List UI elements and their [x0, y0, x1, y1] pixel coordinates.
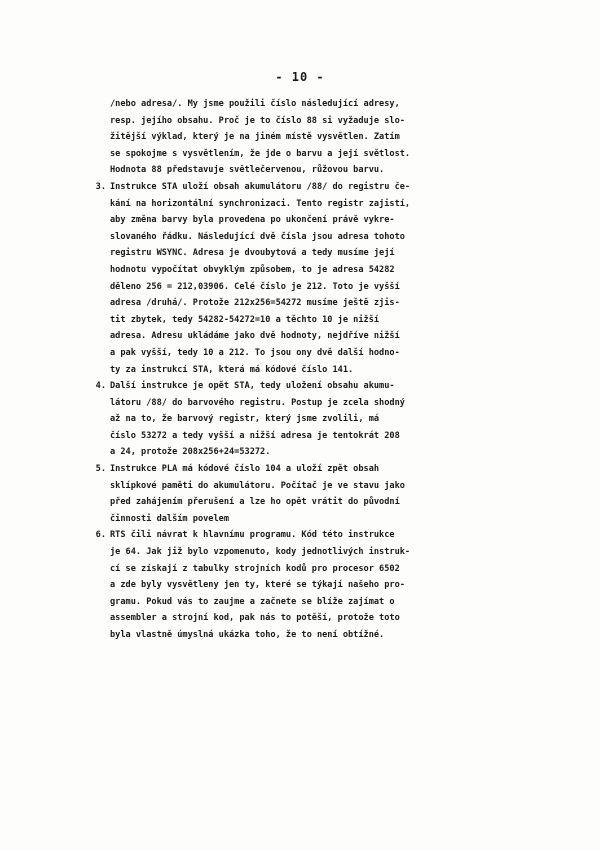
text-line	[110, 561, 550, 578]
list-marker: 5.	[95, 464, 106, 475]
text-line	[110, 146, 550, 163]
text-line	[110, 444, 550, 461]
line-text: cí se získají z tabulky strojních kodů pro procesor 6502	[110, 563, 400, 574]
line-text: adresa. Adresu ukládáme jako dvě hodnoty, nejdříve nižší	[110, 331, 400, 342]
line-text: tit zbytek, tedy 54282-54272=10 a těchto 10 je nižší	[110, 314, 380, 325]
line-text: a 24, protože 208x256+24=53272.	[110, 447, 271, 458]
text-line	[110, 511, 550, 528]
line-text: Další instrukce je opět STA, tedy uložení obsahu akumu-	[110, 381, 395, 392]
line-text: Instrukce PLA má kódové číslo 104 a uloží zpět obsah	[110, 464, 380, 475]
line-text: Hodnota 88 představuje světlečervenou, růžovou barvu.	[110, 165, 385, 176]
line-text: činnosti dalším povelem	[110, 513, 229, 524]
line-text: resp. jejího obsahu. Proč je to číslo 88 si vyžaduje slo-	[110, 115, 405, 126]
page-number: - 10 -	[275, 70, 325, 84]
line-text: RTS čili návrat k hlavnímu programu. Kód této instrukce	[110, 530, 395, 541]
text-line	[95, 461, 550, 478]
line-text: hodnotu vypočítat obvyklým způsobem, to je adresa 54282	[110, 264, 395, 275]
line-text: /nebo adresa/. My jsme použili číslo následující adresy,	[110, 99, 400, 109]
text-line	[110, 229, 550, 246]
list-marker: 3.	[95, 181, 106, 192]
line-text: číslo 53272 a tedy vyšší a nižší adresa je tentokrát 208	[110, 430, 400, 441]
text-line	[110, 312, 550, 329]
line-text: slovaného řádku. Následující dvě čísla jsou adresa tohoto	[110, 231, 405, 242]
line-text: žitější výklad, který je na jiném místě vysvětlen. Zatím	[110, 132, 400, 143]
text-line	[110, 262, 550, 279]
text-line	[110, 411, 550, 428]
line-text: a pak vyšší, tedy 10 a 212. To jsou ony dvě další hodno-	[110, 347, 400, 358]
text-line	[110, 577, 550, 594]
text-line	[110, 113, 550, 130]
line-text: kání na horizontální synchronizaci. Tento registr zajistí,	[110, 198, 411, 209]
text-line	[110, 478, 550, 495]
text-line	[95, 527, 550, 544]
text-line	[110, 345, 550, 362]
text-line	[110, 395, 550, 412]
text-line	[110, 594, 550, 611]
line-text: registru WSYNC. Adresa je dvoubytová a tedy musíme její	[110, 248, 395, 259]
line-text: děleno 256 = 212,03906. Celé číslo je 212. Toto je vyšší	[110, 281, 400, 292]
text-line	[110, 295, 550, 312]
text-line	[110, 212, 550, 229]
line-text: ty za instrukcí STA, která má kódové číslo 141.	[110, 364, 354, 375]
text-line	[110, 196, 550, 213]
text-line	[110, 544, 550, 561]
text-line	[110, 362, 550, 379]
line-text: před zahájením přerušení a lze ho opět vrátit do původní	[110, 497, 400, 508]
list-marker: 4.	[95, 381, 106, 392]
text-line	[110, 96, 550, 113]
text-line	[110, 494, 550, 511]
text-line	[95, 378, 550, 395]
line-text: je 64. Jak již bylo vzpomenuto, kody jednotlivých instruk-	[110, 547, 411, 558]
list-marker: 6.	[95, 530, 106, 541]
line-text: až na to, že barvový registr, který jsme zvolili, má	[110, 414, 380, 425]
line-text: adresa /druhá/. Protože 212x256=54272 musíme ještě zjis-	[110, 298, 400, 309]
text-line	[110, 627, 550, 644]
line-text: látoru /88/ do barvového registru. Postup je zcela shodný	[110, 397, 405, 408]
line-text: assembler a strojní kod, pak nás to potěší, protože toto	[110, 613, 400, 624]
text-line	[95, 179, 550, 196]
body-text	[95, 96, 550, 644]
line-text: gramu. Pokud vás to zaujme a začnete se blíže zajímat o	[110, 596, 395, 607]
line-text: aby změna barvy byla provedena po ukončení právě vykre-	[110, 215, 395, 226]
text-line	[110, 428, 550, 445]
line-text: sklípkové paměti do akumulátoru. Počítač je ve stavu jako	[110, 480, 405, 491]
text-line	[110, 245, 550, 262]
text-line	[110, 129, 550, 146]
line-text: se spokojme s vysvětlením, že jde o barvu a její světlost.	[110, 148, 411, 159]
line-text: a zde byly vysvětleny jen ty, které se týkají našeho pro-	[110, 580, 405, 591]
line-text: Instrukce STA uloží obsah akumulátoru /88/ do registru če-	[110, 181, 411, 192]
text-line	[110, 328, 550, 345]
text-line	[110, 610, 550, 627]
line-text: byla vlastně úmyslná ukázka toho, že to není obtížné.	[110, 630, 385, 640]
text-line	[110, 162, 550, 179]
text-line	[110, 279, 550, 296]
